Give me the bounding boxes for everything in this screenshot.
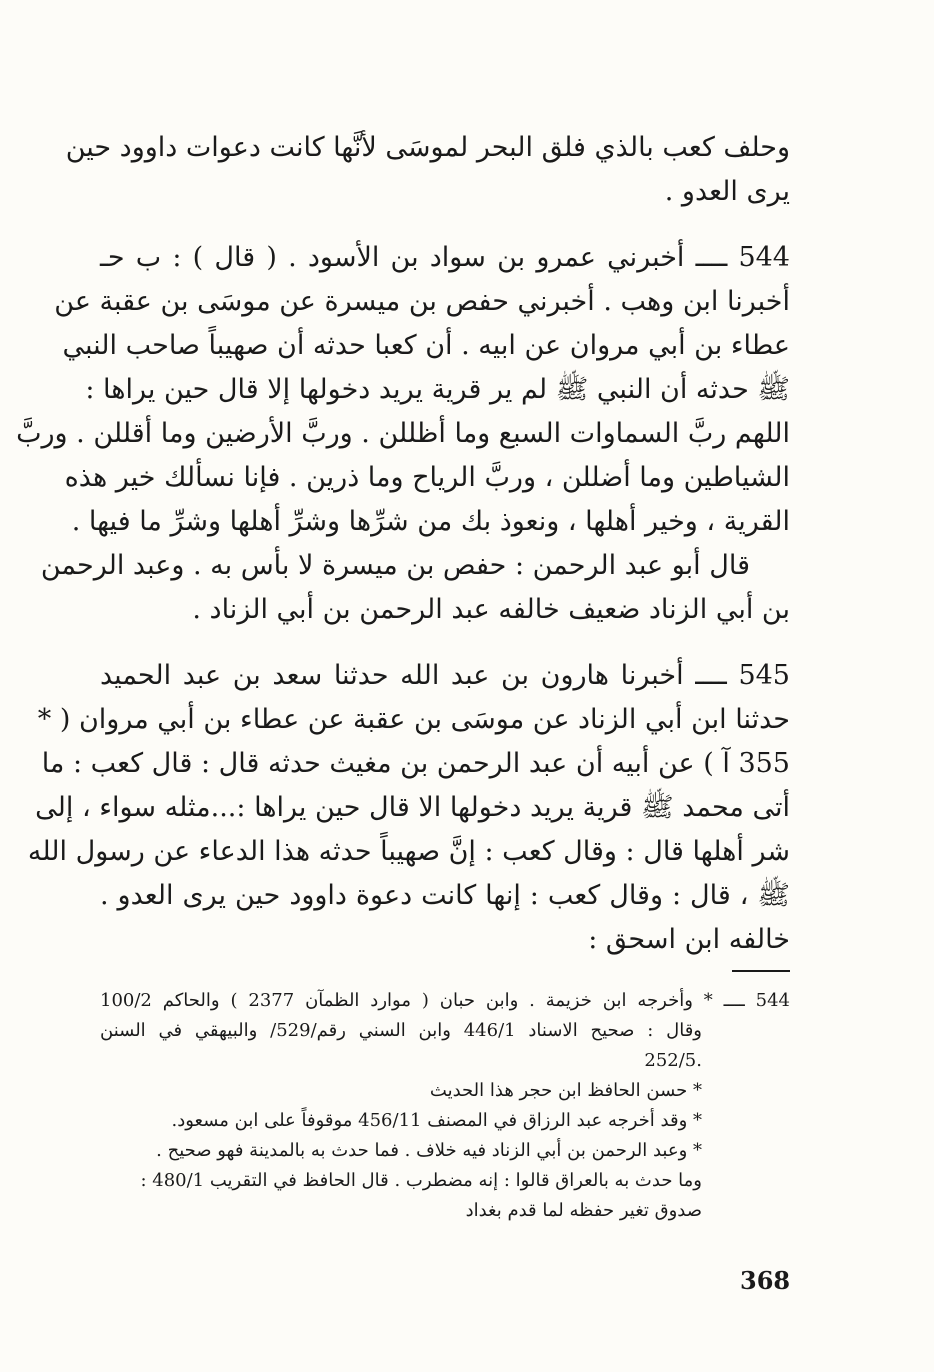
hadith-544-paragraph xyxy=(16,236,790,632)
hadith-545-paragraph xyxy=(27,654,790,962)
intro-paragraph xyxy=(65,126,790,214)
text-line: شر أهلها قال : وقال كعب : إنَّ صهيباً حدثه هذا الدعاء عن رسول الله xyxy=(27,836,790,867)
footnote-line: وما حدث به بالعراق قالوا : إنه مضطرب . قال الحافظ في التقريب 480/1 : xyxy=(140,1170,702,1191)
footnote-line: 544 ــــ * وأخرجه ابن خزيمة . وابن حبان ( موارد الظمآن 2377 ) والحاكم 100/2 xyxy=(100,990,790,1011)
text-line: الشياطين وما أضللن ، وربَّ الرياح وما ذرين . فإنا نسألك خير هذه xyxy=(64,462,790,493)
footnote-line: * وقد أخرجه عبد الرزاق في المصنف 456/11 موقوفاً على ابن مسعود. xyxy=(171,1110,702,1131)
text-line: أخبرنا ابن وهب . أخبرني حفص بن ميسرة عن موسَى بن عقبة عن xyxy=(54,286,790,317)
text-line: ﷺ ، قال : وقال كعب : إنها كانت دعوة داوود حين يرى العدو . xyxy=(100,880,790,911)
text-line: بن أبي الزناد ضعيف خالفه عبد الرحمن بن أبي الزناد . xyxy=(192,594,790,625)
footnote-line: وقال : صحيح الاسناد 446/1 وابن السني رقم/529/ والبيهقي في السنن xyxy=(100,1020,702,1041)
footnote-line: .252/5 xyxy=(644,1050,702,1071)
footnote-separator xyxy=(732,970,790,972)
text-line: عطاء بن أبي مروان عن ابيه . أن كعبا حدثه أن صهيباً صاحب النبي xyxy=(62,330,790,361)
text-line: القرية ، وخير أهلها ، ونعوذ بك من شرِّها وشرِّ أهلها وشرِّ ما فيها . xyxy=(71,506,790,537)
text-line: خالفه ابن اسحق : xyxy=(588,924,790,955)
text-line: حدثنا ابن أبي الزناد عن موسَى بن عقبة عن عطاء بن أبي مروان ( * xyxy=(37,704,790,735)
page-number: 368 xyxy=(740,1266,791,1295)
text-line: 355 آ ) عن أبيه أن عبد الرحمن بن مغيث حدثه قال : قال كعب : ما xyxy=(41,748,790,779)
hadith-heading-line: 544 ــــ أخبرني عمرو بن سواد بن الأسود . ( قال ) : ب حـ xyxy=(100,242,790,273)
text-line: وحلف كعب بالذي فلق البحر لموسَى لأنَّها كانت دعوات داوود حين xyxy=(65,132,790,163)
footnote-line: * حسن الحافظ ابن حجر هذا الحديث xyxy=(429,1080,702,1101)
text-line: يرى العدو . xyxy=(664,176,790,207)
footnote-line: * وعبد الرحمن بن أبي الزناد فيه خلاف . فما حدث به بالمدينة فهو صحيح . xyxy=(156,1140,702,1161)
footnotes xyxy=(100,986,790,1226)
footnote-line: صدوق تغير حفظه لما قدم بغداد xyxy=(465,1200,702,1221)
text-line: ﷺ حدثه أن النبي ﷺ لم ير قرية يريد دخولها إلا قال حين يراها : xyxy=(85,374,790,405)
text-line: اللهم ربَّ السماوات السبع وما أظللن . وربَّ الأرضين وما أقللن . وربَّ xyxy=(16,418,790,449)
hadith-heading-line: 545 ــــ أخبرنا هارون بن عبد الله حدثنا سعد بن عبد الحميد xyxy=(100,660,790,691)
text-line: أتى محمد ﷺ قرية يريد دخولها الا قال حين يراها :...مثله سواء ، إلى xyxy=(35,792,790,823)
text-line: قال أبو عبد الرحمن : حفص بن ميسرة لا بأس به . وعبد الرحمن xyxy=(40,550,750,581)
